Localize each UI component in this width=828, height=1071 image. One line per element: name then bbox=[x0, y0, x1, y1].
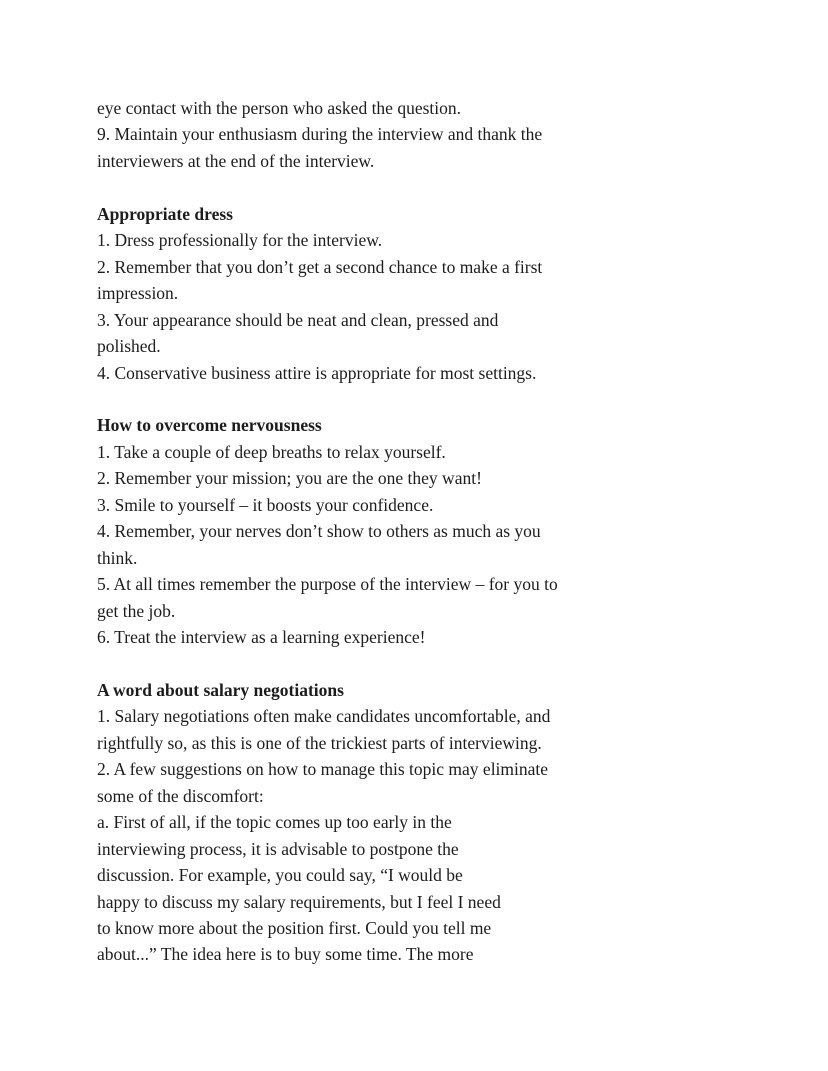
text-line: about...” The idea here is to buy some time. The more bbox=[97, 944, 474, 965]
section-body bbox=[97, 703, 757, 968]
text-line: happy to discuss my salary requirements, but I feel I need bbox=[97, 891, 501, 912]
intro-paragraph bbox=[97, 95, 757, 174]
text-line: impression. bbox=[97, 283, 179, 304]
text-line: polished. bbox=[97, 336, 161, 357]
text-line: to know more about the position first. Could you tell me bbox=[97, 918, 492, 938]
text-line: 3. Your appearance should be neat and clean, pressed and bbox=[97, 309, 499, 330]
section-heading: Appropriate dress bbox=[97, 203, 233, 224]
text-line: 2. A few suggestions on how to manage this topic may eliminate bbox=[97, 759, 549, 780]
text-line: interviewing process, it is advisable to postpone the bbox=[97, 838, 459, 859]
text-line: rightfully so, as this is one of the trickiest parts of interviewing. bbox=[97, 732, 542, 753]
text-line: 9. Maintain your enthusiasm during the interview and thank the bbox=[97, 124, 543, 145]
section-heading: How to overcome nervousness bbox=[97, 415, 322, 436]
text-line: 1. Salary negotiations often make candidates uncomfortable, and bbox=[97, 706, 551, 727]
section-body bbox=[97, 439, 757, 651]
text-line: 1. Take a couple of deep breaths to relax yourself. bbox=[97, 441, 446, 462]
text-line: think. bbox=[97, 547, 138, 568]
section-overcome-nervousness bbox=[97, 412, 757, 650]
text-line: 1. Dress professionally for the interview. bbox=[97, 230, 383, 251]
section-salary-negotiations bbox=[97, 677, 757, 968]
text-line: 4. Conservative business attire is appropriate for most settings. bbox=[97, 362, 537, 383]
document-page bbox=[97, 95, 757, 968]
text-line: 2. Remember your mission; you are the one they want! bbox=[97, 468, 482, 489]
text-line: 6. Treat the interview as a learning experience! bbox=[97, 627, 426, 648]
text-line: discussion. For example, you could say, “I would be bbox=[97, 865, 463, 886]
text-line: some of the discomfort: bbox=[97, 785, 264, 806]
text-line: get the job. bbox=[97, 600, 176, 621]
text-line: interviewers at the end of the interview. bbox=[97, 150, 375, 171]
text-line: a. First of all, if the topic comes up too early in the bbox=[97, 812, 452, 833]
text-line: 5. At all times remember the purpose of the interview – for you to bbox=[97, 574, 558, 595]
section-body bbox=[97, 227, 757, 386]
section-heading: A word about salary negotiations bbox=[97, 679, 344, 700]
text-line: 4. Remember, your nerves don’t show to others as much as you bbox=[97, 521, 541, 542]
section-appropriate-dress bbox=[97, 201, 757, 386]
text-line: 3. Smile to yourself – it boosts your confidence. bbox=[97, 494, 434, 515]
text-line: 2. Remember that you don’t get a second chance to make a first bbox=[97, 256, 543, 277]
text-line: eye contact with the person who asked the question. bbox=[97, 98, 461, 118]
